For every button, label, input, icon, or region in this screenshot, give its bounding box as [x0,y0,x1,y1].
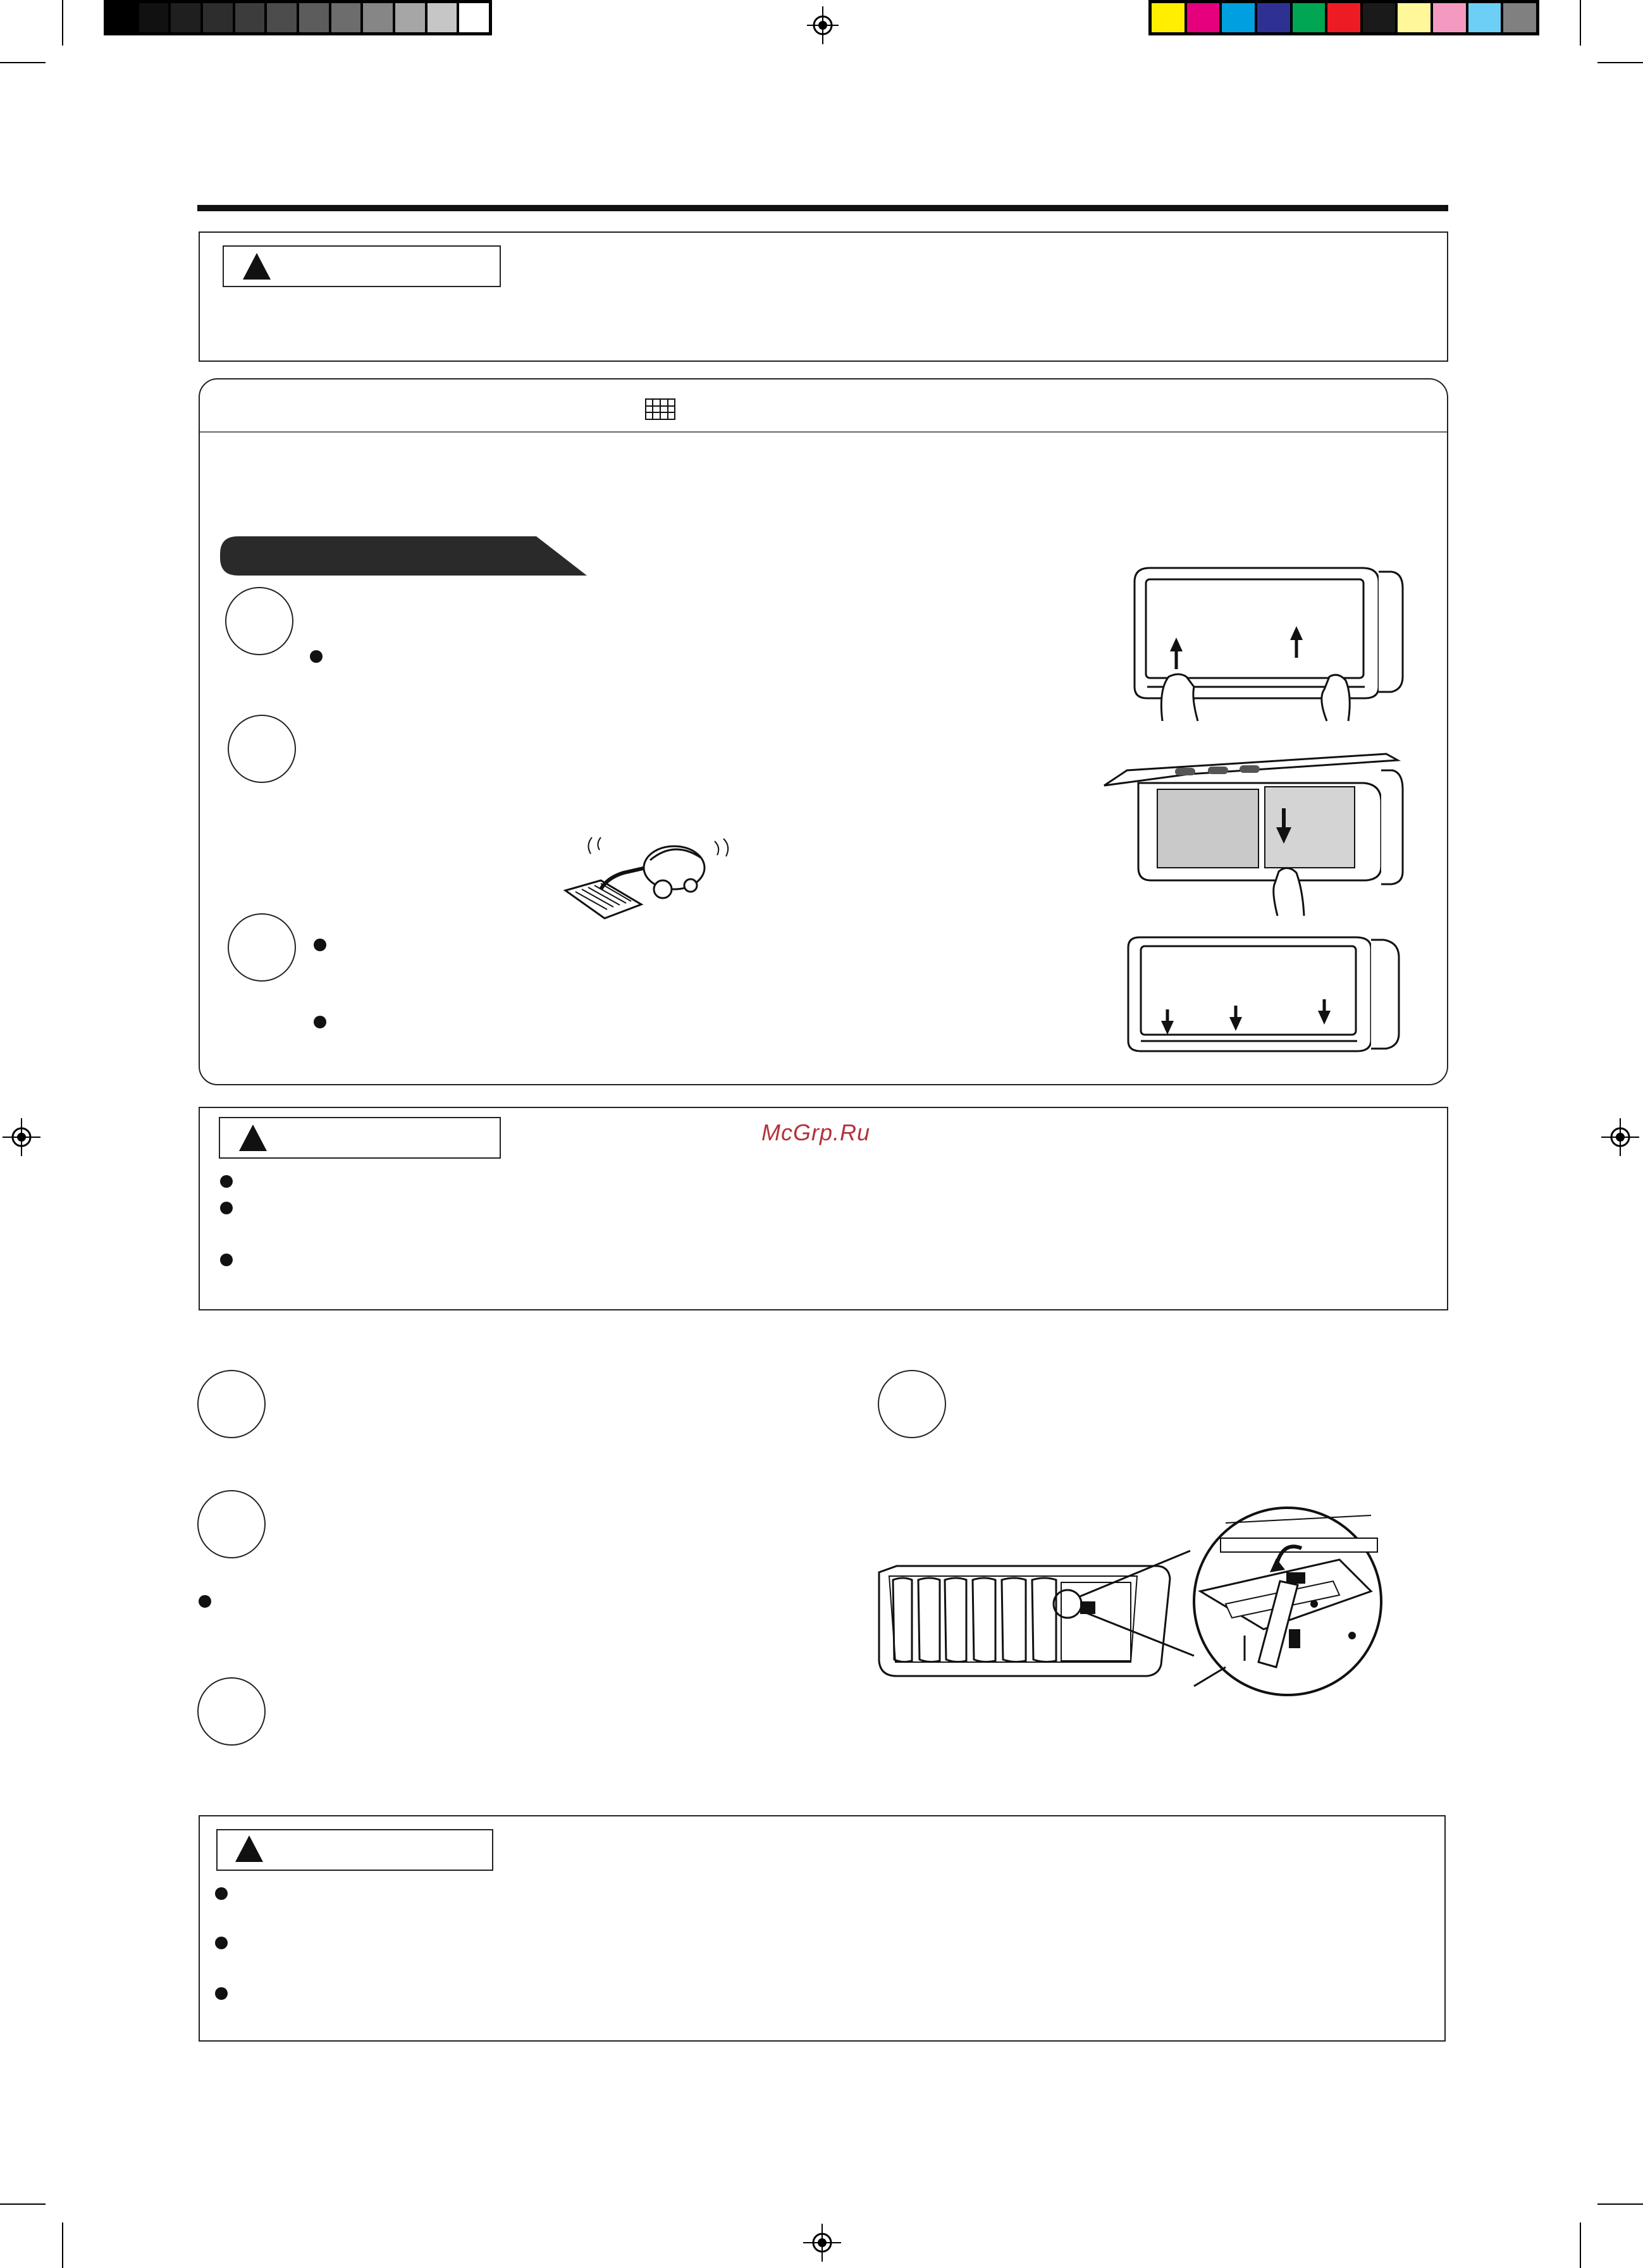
bullet [220,1254,233,1266]
calibration-swatch [1152,3,1185,32]
filter-grid-icon [645,398,675,420]
bullet [215,1987,228,2000]
calibration-swatch [331,3,361,32]
calibration-swatch [1293,3,1326,32]
bullet [310,650,323,663]
calibration-swatch [107,3,137,32]
crop-mark [1597,2203,1643,2205]
bullet [215,1887,228,1900]
section-divider [200,431,1447,433]
step-circle [878,1370,946,1438]
calibration-swatch [267,3,297,32]
bullet [199,1595,211,1608]
color-calibration-bar [1148,0,1539,35]
calibration-swatch [1468,3,1501,32]
crop-mark [1597,62,1643,63]
calibration-swatch [1222,3,1255,32]
step-circle [197,1677,266,1746]
crop-mark [62,0,63,46]
calibration-swatch [1433,3,1466,32]
ac-unit-open-panel-illustration [1128,563,1406,727]
warning-triangle-icon [239,1125,267,1151]
calibration-swatch [1398,3,1431,32]
calibration-swatch [1503,3,1536,32]
bullet [215,1937,228,1949]
calibration-swatch [428,3,457,32]
calibration-swatch [299,3,329,32]
registration-mark-icon [3,1118,40,1156]
step-circle [228,715,296,783]
ac-unit-close-panel-illustration [1122,932,1406,1059]
calibration-swatch [1363,3,1396,32]
bullet [314,1016,326,1028]
grayscale-calibration-bar [104,0,492,35]
calibration-swatch [203,3,233,32]
registration-mark-icon [807,6,839,44]
bullet [220,1202,233,1214]
crop-mark [1580,2222,1581,2268]
crop-mark [1580,0,1581,46]
ac-unit-filter-removal-illustration [1100,745,1410,916]
calibration-swatch [139,3,169,32]
calibration-swatch [363,3,393,32]
step-circle [225,587,293,655]
warning-triangle-icon [243,253,271,280]
calibration-swatch [1257,3,1290,32]
registration-mark-icon [803,2224,841,2262]
watermark: McGrp.Ru [761,1119,871,1145]
crop-mark [0,2203,46,2205]
calibration-swatch [459,3,489,32]
calibration-swatch [1327,3,1360,32]
step-circle [197,1490,266,1558]
step-circle [228,913,296,982]
ac-internal-magnified-illustration [871,1477,1415,1724]
bullet [220,1175,233,1188]
calibration-swatch [1187,3,1220,32]
warning-triangle-icon [235,1835,263,1862]
procedure-tab [220,536,587,576]
crop-mark [0,62,46,63]
calibration-swatch [395,3,425,32]
header-rule [197,205,1448,211]
registration-mark-icon [1601,1118,1639,1156]
crop-mark [62,2222,63,2268]
step-circle [197,1370,266,1438]
bullet [314,939,326,951]
vacuum-cleaner-illustration [563,829,765,930]
calibration-swatch [235,3,265,32]
calibration-swatch [171,3,200,32]
